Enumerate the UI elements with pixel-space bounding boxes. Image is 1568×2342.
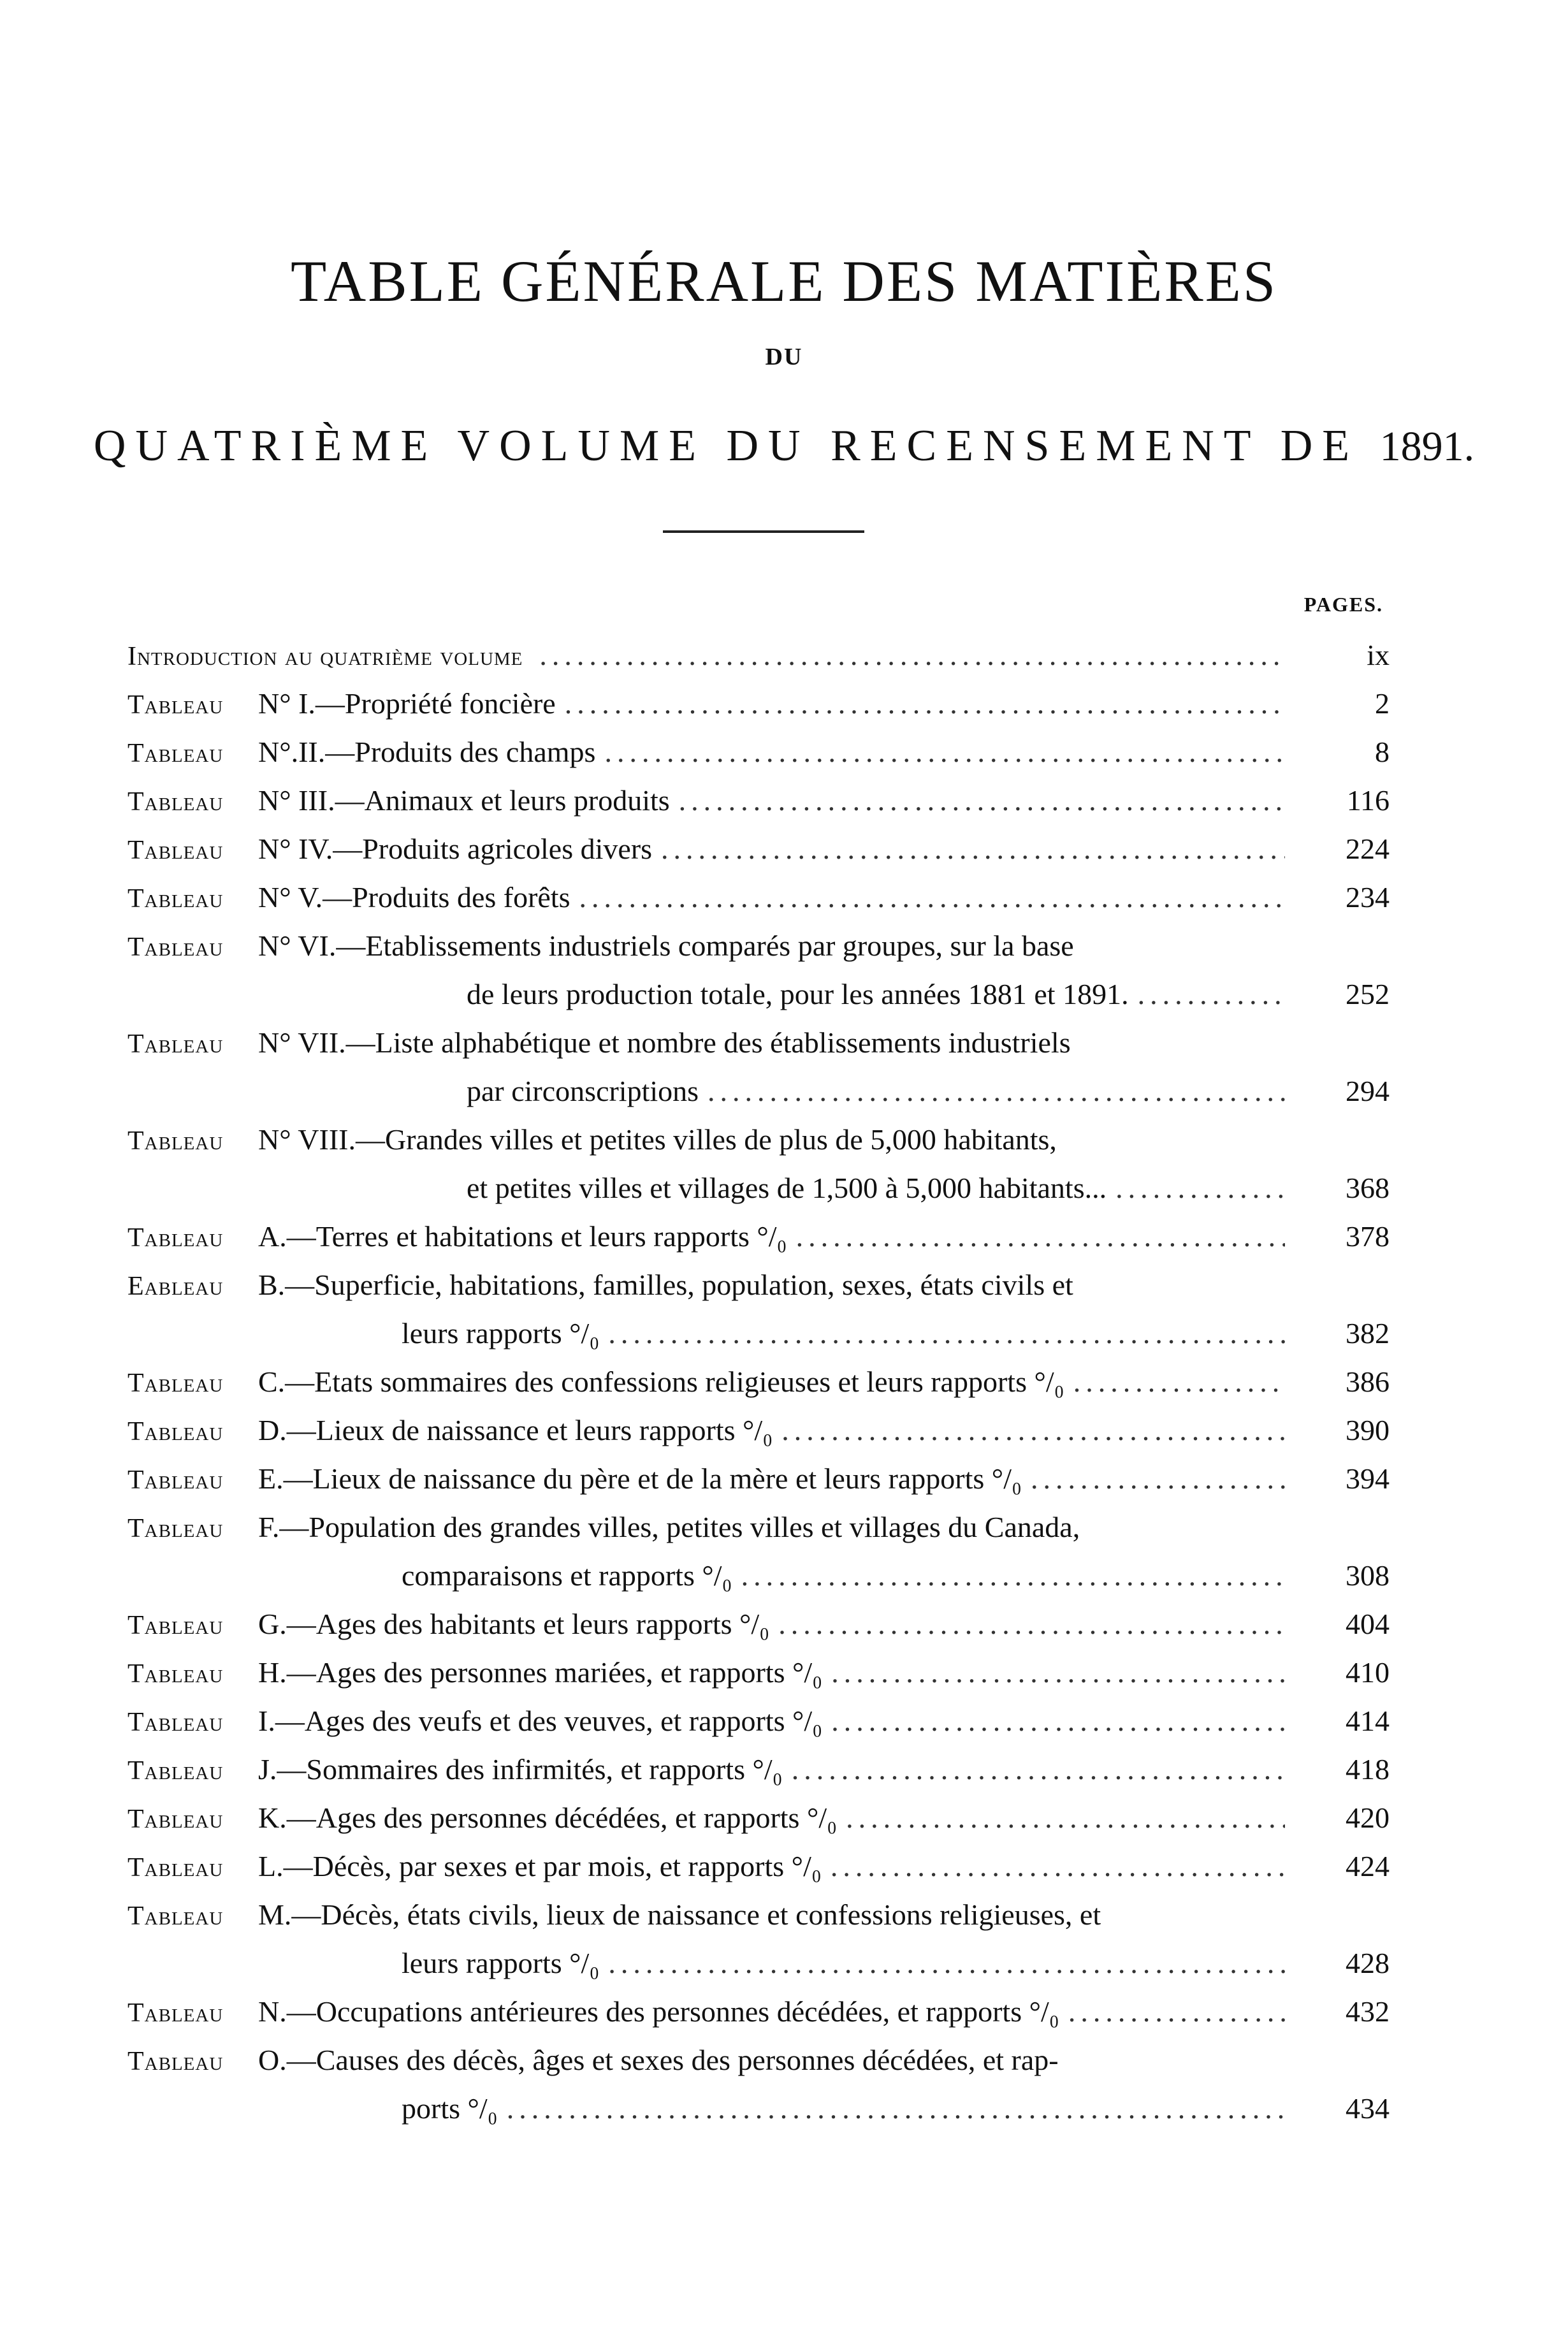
toc-entry [127, 1988, 1390, 2036]
toc-entry-lead: Tableau [127, 1805, 224, 1834]
toc-entry [127, 1697, 1390, 1745]
toc-entry-line [127, 1116, 1390, 1164]
toc-entry-line [127, 922, 1390, 970]
toc-entry-title: M.—Décès, états civils, lieux de naissance et confessions religieuses, et [258, 1898, 1101, 1931]
leader-dots [1138, 970, 1285, 1019]
toc-entry-page: ix [1367, 639, 1390, 671]
toc-entry [127, 922, 1390, 1019]
toc-entry-title: N° V.—Produits des forêts [258, 881, 570, 913]
toc-entry-line [127, 825, 1390, 873]
toc-entry-lead: Tableau [127, 1611, 224, 1640]
leader-dots [608, 1939, 1285, 1988]
toc-entry-page: 308 [1346, 1559, 1390, 1592]
toc-entry-continuation-text: et petites villes et villages de 1,500 à 5,000 habitants... [467, 1172, 1107, 1204]
toc-entry-title: H.—Ages des personnes mariées, et rapports °/₀ [258, 1656, 823, 1689]
toc-entry-continuation [127, 1939, 1390, 1988]
leader-dots [1073, 1358, 1285, 1406]
toc-entry-line [127, 776, 1390, 825]
toc-entry-lead: Tableau [127, 1223, 224, 1253]
toc-entry [127, 631, 1390, 680]
toc-entry-title: N° VI.—Etablissements industriels comparés par groupes, sur la base [258, 929, 1074, 962]
toc-entry-continuation [127, 1309, 1390, 1358]
toc-entry-page: 386 [1346, 1365, 1390, 1398]
toc-entry-lead: Tableau [127, 1514, 224, 1543]
toc-entry-title: E.—Lieux de naissance du père et de la mère et leurs rapports °/₀ [258, 1462, 1022, 1495]
toc-entry-line [127, 1794, 1390, 1842]
toc-entry-page: 234 [1346, 881, 1390, 913]
toc-entry [127, 1891, 1390, 1988]
leader-dots [792, 1745, 1285, 1794]
toc-entry [127, 776, 1390, 825]
toc-entry-title: J.—Sommaires des infirmités, et rapports °/₀ [258, 1753, 783, 1786]
toc-entry-lead: Tableau [127, 739, 224, 768]
toc-entry-line [127, 1891, 1390, 1939]
toc-entry [127, 1794, 1390, 1842]
page-title: TABLE GÉNÉRALE DES MATIÈRES [290, 249, 1278, 314]
leader-dots [831, 1648, 1285, 1697]
leader-dots [679, 776, 1285, 825]
toc-entry-page: 428 [1346, 1947, 1390, 1979]
toc-entry-page: 2 [1375, 687, 1390, 720]
toc-entry-title: A.—Terres et habitations et leurs rapports °/₀ [258, 1220, 787, 1253]
toc-entry-title: L.—Décès, par sexes et par mois, et rapports °/₀ [258, 1850, 822, 1882]
page-subtitle [0, 421, 1568, 472]
toc-entry [127, 873, 1390, 922]
toc-entry-continuation-text: ports °/₀ [402, 2092, 498, 2125]
toc-entry [127, 2036, 1390, 2133]
toc-entry-line [127, 1648, 1390, 1697]
toc-entry-continuation [127, 970, 1390, 1019]
pages-column-label: PAGES. [1303, 593, 1383, 616]
toc-entry-lead: Tableau [127, 1998, 224, 2028]
toc-entry-page: 434 [1346, 2092, 1390, 2125]
toc-entry-line [127, 1455, 1390, 1503]
toc-entry-line [127, 1600, 1390, 1648]
toc-entry-page: 116 [1346, 784, 1390, 817]
toc-entry-continuation-text: par circonscriptions [467, 1075, 699, 1107]
toc-entry-continuation-text: leurs rapports °/₀ [402, 1947, 600, 1979]
toc-entry [127, 1648, 1390, 1697]
toc-entry-page: 410 [1346, 1656, 1390, 1689]
toc-entry-title: I.—Ages des veufs et des veuves, et rapports °/₀ [258, 1705, 823, 1737]
toc-entry-title: C.—Etats sommaires des confessions religieuses et leurs rapports °/₀ [258, 1365, 1064, 1398]
subtitle-text: QUATRIÈME VOLUME DU RECENSEMENT DE [93, 421, 1360, 470]
toc-entry-lead: Tableau [127, 1417, 224, 1446]
toc-entry-line [127, 2036, 1390, 2084]
toc-entry-lead: Tableau [127, 1756, 224, 1786]
leader-dots [579, 873, 1286, 922]
toc-entry-page: 432 [1346, 1995, 1390, 2028]
toc-entry-continuation-text: de leurs production totale, pour les années 1881 et 1891. [467, 978, 1129, 1010]
toc-entry-line [127, 1503, 1390, 1552]
toc-entry-title: N° IV.—Produits agricoles divers [258, 833, 653, 865]
leader-dots [661, 825, 1285, 873]
subtitle-year: 1891. [1379, 423, 1475, 470]
leader-dots [604, 728, 1285, 776]
toc-entry-lead: Tableau [127, 787, 224, 817]
toc-entry-title: G.—Ages des habitants et leurs rapports °/₀ [258, 1608, 770, 1640]
toc-entry-line [127, 1842, 1390, 1891]
toc-entry-title: D.—Lieux de naissance et leurs rapports °/₀ [258, 1414, 773, 1446]
toc-entry [127, 1116, 1390, 1212]
title-connector: DU [765, 344, 803, 370]
toc-entry-page: 390 [1346, 1414, 1390, 1446]
toc-entry-page: 394 [1346, 1462, 1390, 1495]
toc-entry-continuation [127, 2084, 1390, 2133]
leader-dots [507, 2084, 1285, 2133]
toc-entry [127, 1261, 1390, 1358]
toc-entry [127, 728, 1390, 776]
toc-entry [127, 1212, 1390, 1261]
toc-entry-page: 418 [1346, 1753, 1390, 1786]
toc-entry-line [127, 1358, 1390, 1406]
leader-dots [708, 1067, 1285, 1116]
toc-entry [127, 1842, 1390, 1891]
toc-entry-line [127, 728, 1390, 776]
toc-entry [127, 825, 1390, 873]
toc-entry-line [127, 680, 1390, 728]
toc-entry-title: B.—Superficie, habitations, familles, population, sexes, états civils et [258, 1269, 1073, 1301]
toc-entry-line [127, 631, 1390, 680]
leader-dots [781, 1406, 1285, 1455]
toc-entry-continuation-text: comparaisons et rapports °/₀ [402, 1559, 732, 1592]
leader-dots [608, 1309, 1285, 1358]
toc-entry-title: N° VIII.—Grandes villes et petites villes de plus de 5,000 habitants, [258, 1123, 1057, 1156]
toc-entry-title: K.—Ages des personnes décédées, et rapports °/₀ [258, 1801, 838, 1834]
leader-dots [1068, 1988, 1285, 2036]
toc-entry-line [127, 1697, 1390, 1745]
toc-entry-page: 368 [1346, 1172, 1390, 1204]
toc-entry [127, 1019, 1390, 1116]
toc-entry-line [127, 1406, 1390, 1455]
toc-entry-lead: Tableau [127, 2047, 224, 2076]
toc-entry-continuation [127, 1164, 1390, 1212]
toc-entry-page: 424 [1346, 1850, 1390, 1882]
toc-entry-line [127, 1212, 1390, 1261]
leader-dots [831, 1842, 1285, 1891]
toc-entry-page: 420 [1346, 1801, 1390, 1834]
toc-entry-title: O.—Causes des décès, âges et sexes des personnes décédées, et rap- [258, 2044, 1059, 2076]
toc-entry-page: 8 [1375, 736, 1390, 768]
toc-list [127, 631, 1390, 2133]
toc-entry-line [127, 873, 1390, 922]
toc-entry-lead: Tableau [127, 1126, 224, 1156]
toc-entry-lead: Tableau [127, 836, 224, 865]
toc-entry-lead: Tableau [127, 1029, 224, 1059]
toc-entry-lead: Tableau [127, 1466, 224, 1495]
toc-entry-line [127, 1019, 1390, 1067]
toc-entry-title: N° VII.—Liste alphabétique et nombre des établissements industriels [258, 1026, 1071, 1059]
toc-entry-title: N.—Occupations antérieures des personnes décédées, et rapports °/₀ [258, 1995, 1059, 2028]
toc-entry-page: 224 [1346, 833, 1390, 865]
leader-dots [539, 631, 1285, 680]
toc-entry-line [127, 1745, 1390, 1794]
toc-entry-continuation [127, 1552, 1390, 1600]
toc-entry-line [127, 1988, 1390, 2036]
toc-entry [127, 1745, 1390, 1794]
toc-entry-lead: Eableau [127, 1272, 224, 1301]
toc-entry-continuation-text: leurs rapports °/₀ [402, 1317, 600, 1349]
toc-entry-lead: Introduction au quatrième volume [127, 642, 523, 671]
toc-entry [127, 1455, 1390, 1503]
toc-entry-lead: Tableau [127, 1853, 224, 1882]
title-rule [663, 530, 864, 533]
toc-entry-lead: Tableau [127, 1902, 224, 1931]
toc-entry-page: 378 [1346, 1220, 1390, 1253]
toc-entry [127, 1503, 1390, 1600]
toc-entry [127, 680, 1390, 728]
toc-entry-page: 404 [1346, 1608, 1390, 1640]
toc-entry-title: F.—Population des grandes villes, petites villes et villages du Canada, [258, 1511, 1080, 1543]
toc-entry-page: 252 [1346, 978, 1390, 1010]
toc-entry-lead: Tableau [127, 1659, 224, 1689]
toc-entry-title: N° I.—Propriété foncière [258, 687, 556, 720]
toc-entry-continuation [127, 1067, 1390, 1116]
leader-dots [846, 1794, 1285, 1842]
toc-entry-page: 414 [1346, 1705, 1390, 1737]
leader-dots [565, 680, 1285, 728]
toc-entry [127, 1406, 1390, 1455]
toc-entry-lead: Tableau [127, 1708, 224, 1737]
toc-entry-title: N°.II.—Produits des champs [258, 736, 596, 768]
toc-entry-page: 382 [1346, 1317, 1390, 1349]
leader-dots [741, 1552, 1285, 1600]
leader-dots [796, 1212, 1285, 1261]
leader-dots [831, 1697, 1285, 1745]
toc-entry [127, 1600, 1390, 1648]
leader-dots [1031, 1455, 1285, 1503]
leader-dots [1115, 1164, 1285, 1212]
toc-entry-title: N° III.—Animaux et leurs produits [258, 784, 670, 817]
toc-entry-lead: Tableau [127, 884, 224, 913]
toc-entry-page: 294 [1346, 1075, 1390, 1107]
toc-entry-lead: Tableau [127, 1369, 224, 1398]
toc-entry-lead: Tableau [127, 933, 224, 962]
leader-dots [778, 1600, 1285, 1648]
toc-entry [127, 1358, 1390, 1406]
toc-entry-lead: Tableau [127, 690, 224, 720]
toc-entry-line [127, 1261, 1390, 1309]
